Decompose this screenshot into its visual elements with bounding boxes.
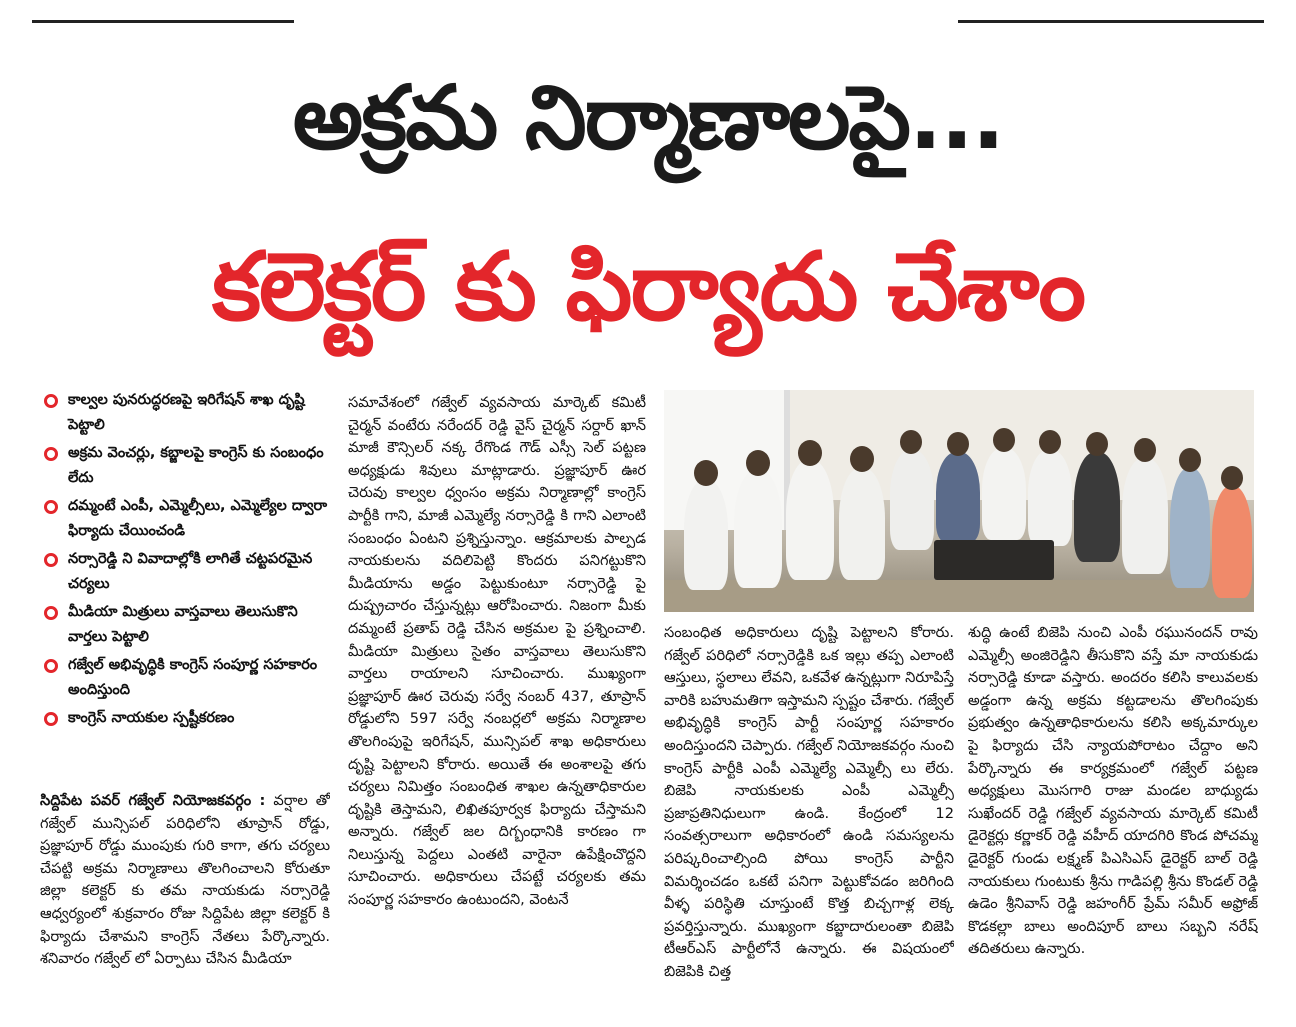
- highlight-item: దమ్మంటే ఎంపీ, ఎమ్మెల్సీలు, ఎమ్మెల్యేల ద్వారా ఫిర్యాదు చేయించండి: [40, 494, 328, 544]
- top-rule-left: [32, 20, 294, 23]
- column-3-text: సంబంధిత అధికారులు దృష్టి పెట్టాలని కోరారు. గజ్వేల్ పరిధిలో నర్సారెడ్డికి ఒక ఇల్లు తప్ప ఎలాంటి ఆస్తులు, స్థలాలు లేవని, ఒకవేళ ఉన్నట్లుగా నిరూపిస్తే వారికి బహుమతిగా ఇస్తామని స్పష్టం చేశారు. గజ్వేల్ అభివృద్ధికి కాంగ్రెస్ పార్టీ సంపూర్ణ సహకారం అందిస్తుందని చెప్పారు. గజ్వేల్ నియోజకవర్గం నుంచి కాంగ్రెస్ పార్టీకి ఎంపీ ఎమ్మెల్యే ఎమ్మెల్సీ లు లేరు. బిజెపి నాయకులకు ఎంపీ ఎమ్మెల్సీ ప్రజాప్రతినిధులుగా ఉండి. కేంద్రంలో 12 సంవత్సరాలుగా అధికారంలో ఉండి సమస్యలను పరిష్కరించాల్సింది పోయి కాంగ్రెస్ పార్టీని విమర్శించడం ఒకటే పనిగా పెట్టుకోవడం జరిగింది వీళ్ళ పరిస్థితి చూస్తుంటే కొత్త బిచ్చగాళ్ల లెక్క ప్రవర్తిస్తున్నారు. ముఖ్యంగా కబ్జాదారులంతా బిజెపి టీఆర్ఎస్ పార్టీలోనే ఉన్నారు. ఈ విషయంలో బిజెపికి చిత్త: [664, 624, 954, 980]
- highlight-item: మీడియా మిత్రులు వాస్తవాలు తెలుసుకొని వార్తలు పెట్టాలి: [40, 600, 328, 650]
- bullet-circle-icon: [44, 659, 58, 673]
- highlight-item: నర్సారెడ్డి ని వివాదాల్లోకి లాగితే చట్టపరమైన చర్యలు: [40, 547, 328, 597]
- highlight-item: కాల్వల పునరుద్ధరణపై ఇరిగేషన్ శాఖ దృష్టి పెట్టాలి: [40, 388, 328, 438]
- article-column-4: [968, 622, 1258, 1007]
- highlight-item: కాంగ్రెస్ నాయకుల స్పష్టీకరణం: [40, 706, 328, 731]
- highlights-list: [40, 388, 328, 734]
- top-rule-right: [958, 20, 1264, 23]
- highlight-item: అక్రమ వెంచర్లు, కబ్జాలపై కాంగ్రెస్ కు సంబంధం లేదు: [40, 441, 328, 491]
- news-photo: [664, 390, 1254, 612]
- highlight-item: గజ్వేల్ అభివృద్ధికి కాంగ్రెస్ సంపూర్ణ సహకారం అందిస్తుంది: [40, 653, 328, 703]
- column-2-text: సమావేశంలో గజ్వేల్ వ్యవసాయ మార్కెట్ కమిటీ చైర్మన్ వంటేరు నరేందర్ రెడ్డి వైస్ చైర్మన్ సర్దార్ ఖాన్ మాజీ కౌన్సిలర్ నక్క రేగొండ గౌడ్ ఎస్సీ సెల్ పట్టణ అధ్యక్షుడు శివులు మాట్లాడారు. ప్రజ్ఞాపూర్ ఊర చెరువు కాల్వల ధ్వంసం అక్రమ నిర్మాణాల్లో కాంగ్రెస్ పార్టీకి గాని, మాజీ ఎమ్మెల్యే నర్సారెడ్డి కి గాని ఎలాంటి సంబంధం ఏంటని ప్రశ్నిస్తున్నాం. ఆక్రమాలకు పాల్పడ నాయకులను వదిలిపెట్టి కొందరు పనిగట్టుకొని మీడియాను అడ్డం పెట్టుకుంటూ నర్సారెడ్డి పై దుష్ప్రచారం చేస్తున్నట్లు ఆరోపించారు. నిజంగా మీకు దమ్మంటే ప్రతాప్ రెడ్డి చేసిన అక్రమల పై ప్రశ్నించాలి. మీడియా మిత్రులు సైతం వాస్తవాలు తెలుసుకొని వార్తలు రాయాలని సూచించారు. ముఖ్యంగా ప్రజ్ఞాపూర్ ఊర చెరువు సర్వే నంబర్ 437, తూప్రాన్ రోడ్డులోని 597 సర్వే నంబర్లలో అక్రమ నిర్మాణాల తొలగింపుపై ఇరిగేషన్, మున్సిపల్ శాఖ అధికారులు దృష్టి పెట్టాలని కోరారు. అయితే ఈ అంశాలపై తగు చర్యలు నిమిత్తం సంబంధిత శాఖల ఉన్నతాధికారుల దృష్టికి తెస్తామని, లిఖితపూర్వక ఫిర్యాదు చేస్తామని అన్నారు. గజ్వేల్ జల దిగ్బంధానికి కారణం గా నిలుస్తున్న పెద్దలు ఎంతటి వారైనా ఉపేక్షించొద్దని సూచించారు. అధికారులు చేపట్టే చర్యలకు తమ సంపూర్ణ సహకారం ఉంటుందని, వెంటనే: [348, 394, 646, 909]
- bullet-circle-icon: [44, 447, 58, 461]
- article-column-3: [664, 622, 954, 1007]
- column-4-text: శుద్ధి ఉంటే బిజెపి నుంచి ఎంపీ రఘునందన్ రావు ఎమ్మెల్సీ అంజిరెడ్డిని తీసుకొని వస్తే మా నాయకుడు నర్సారెడ్డి కూడా వస్తారు. అందరం కలిసి కాలువలకు అడ్డంగా ఉన్న అక్రమ కట్టడాలను తొలగింపుకు ప్రభుత్వం ఉన్నతాధికారులను కలిసి అక్కమార్కుల పై ఫిర్యాదు చేసి న్యాయపోరాటం చేద్దాం అని పేర్కొన్నారు ఈ కార్యక్రమంలో గజ్వేల్ పట్టణ అధ్యక్షులు మొసగారి రాజు మండల బాధ్యుడు సుఖేందర్ రెడ్డి గజ్వేల్ వ్యవసాయ మార్కెట్ కమిటీ డైరెక్టర్లు కర్ణాకర్ రెడ్డి వహీద్ యాదగిరి కొండ పోచమ్మ డైరెక్టర్ గుండు లక్ష్మణ్ పిఎసిఎస్ డైరెక్టర్ బాల్ రెడ్డి నాయకులు గుంటుకు శ్రీను గాడిపల్లి శ్రీను కొండల్ రెడ్డి ఉడెం శ్రీనివాస్ రెడ్డి జహంగీర్ ప్రేమ్ సమీర్ అఫ్రోజ్ కొడకల్లా బాలు అందిపూర్ బాలు సబ్బని నరేష్ తదితరులు ఉన్నారు.: [968, 624, 1258, 958]
- bullet-circle-icon: [44, 712, 58, 726]
- bullet-circle-icon: [44, 606, 58, 620]
- headline-line-2: కలెక్టర్ కు ఫిర్యాదు చేశాం: [211, 233, 1085, 342]
- bullet-circle-icon: [44, 394, 58, 408]
- article-column-1: [40, 790, 330, 1005]
- bullet-circle-icon: [44, 553, 58, 567]
- article-column-2: [348, 392, 646, 1007]
- bullet-circle-icon: [44, 500, 58, 514]
- dateline: సిద్దిపేట పవర్ గజ్వేల్ నియోజకవర్గం :: [40, 792, 266, 809]
- headline-line-1: అక్రమ నిర్మాణాలపై...: [292, 66, 1004, 169]
- column-1-text: వర్షాల తో గజ్వేల్ మున్సిపల్ పరిధిలోని తూప్రాన్ రోడ్డు, ప్రజ్ఞాపూర్ రోడ్డు ముంపుకు గురి కాగా, తగు చర్యలు చేపట్టి అక్రమ నిర్మాణాలు తొలగించాలని కోరుతూ జిల్లా కలెక్టర్ కు తమ నాయకుడు నర్సారెడ్డి ఆధ్వర్యంలో శుక్రవారం రోజు సిద్దిపేట జిల్లా కలెక్టర్ కి ఫిర్యాదు చేశామని కాంగ్రెస్ నేతలు పేర్కొన్నారు. శనివారం గజ్వేల్ లో ఏర్పాటు చేసిన మీడియా: [40, 792, 330, 968]
